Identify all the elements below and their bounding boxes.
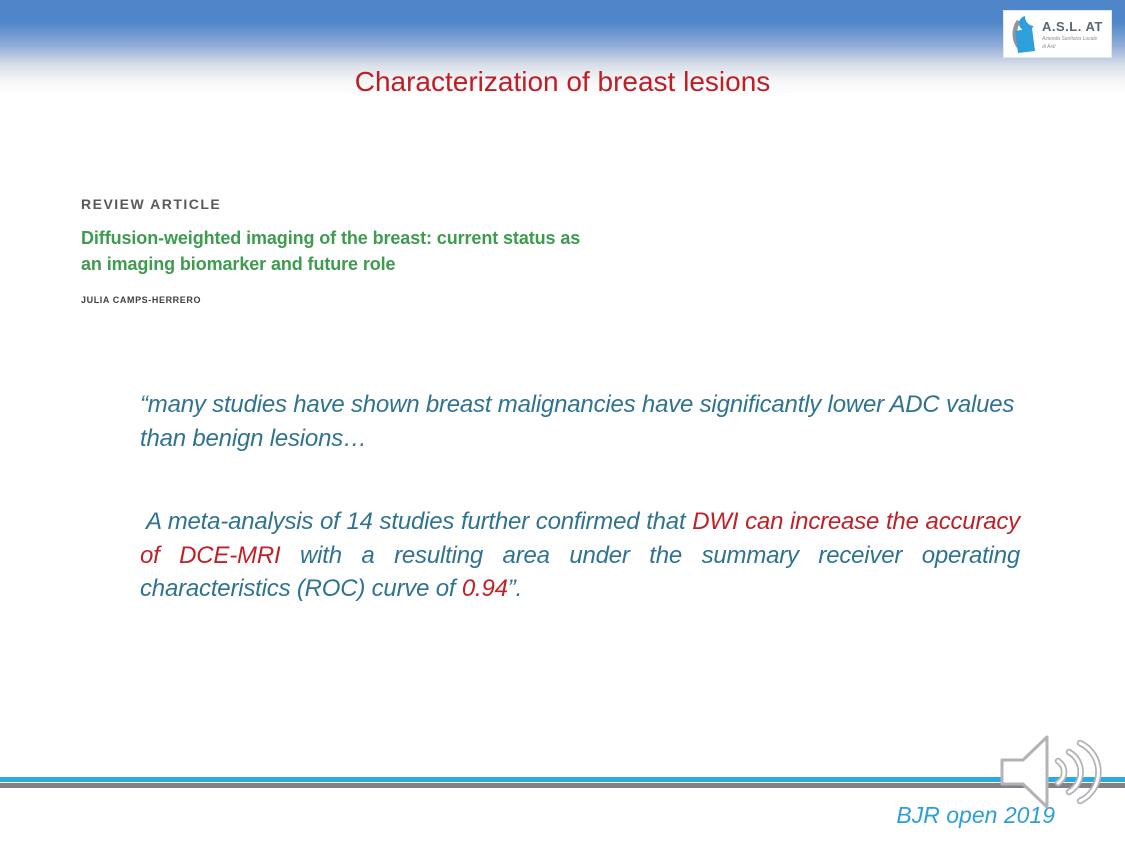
logo-name: A.S.L. AT <box>1042 18 1103 34</box>
page-title: Characterization of breast lesions <box>354 66 771 97</box>
article-clipping <box>81 196 581 305</box>
quote-paragraph-1: “many studies have shown breast malignancies have significantly lower ADC values than benign lesions… <box>140 391 1015 452</box>
quote-paragraph-2 <box>140 505 1020 606</box>
logo-subtitle-line1: Azienda Sanitaria Locale <box>1042 35 1098 42</box>
source-citation: BJR open 2019 <box>896 802 1055 828</box>
quote-block <box>140 388 1020 606</box>
divider-line-gray <box>0 783 1125 788</box>
quote-segment-teal: A meta-analysis of 14 studies further confirmed that <box>146 508 693 535</box>
quote-segment-teal: with a resulting area under the summary receiver operating characteristics (ROC) curve of <box>140 541 1020 602</box>
divider-line-blue <box>0 777 1125 782</box>
quote-segment-red: DWI can increase the accuracy of DCE-MRI <box>140 508 1020 569</box>
asl-crest-icon <box>1008 14 1038 54</box>
article-title: Diffusion-weighted imaging of the breast: current status as an imaging biomarker and future role <box>81 228 581 274</box>
asl-logo <box>1003 10 1112 58</box>
logo-subtitle-line2: di Asti <box>1042 43 1056 50</box>
article-author: JULIA CAMPS-HERRERO <box>81 295 202 305</box>
quote-segment-teal: ”. <box>507 575 523 602</box>
speaker-icon[interactable] <box>995 732 1107 812</box>
asl-logo-text <box>1042 19 1103 50</box>
quote-segment-red: 0.94 <box>461 575 508 602</box>
article-kicker: REVIEW ARTICLE <box>81 196 222 212</box>
